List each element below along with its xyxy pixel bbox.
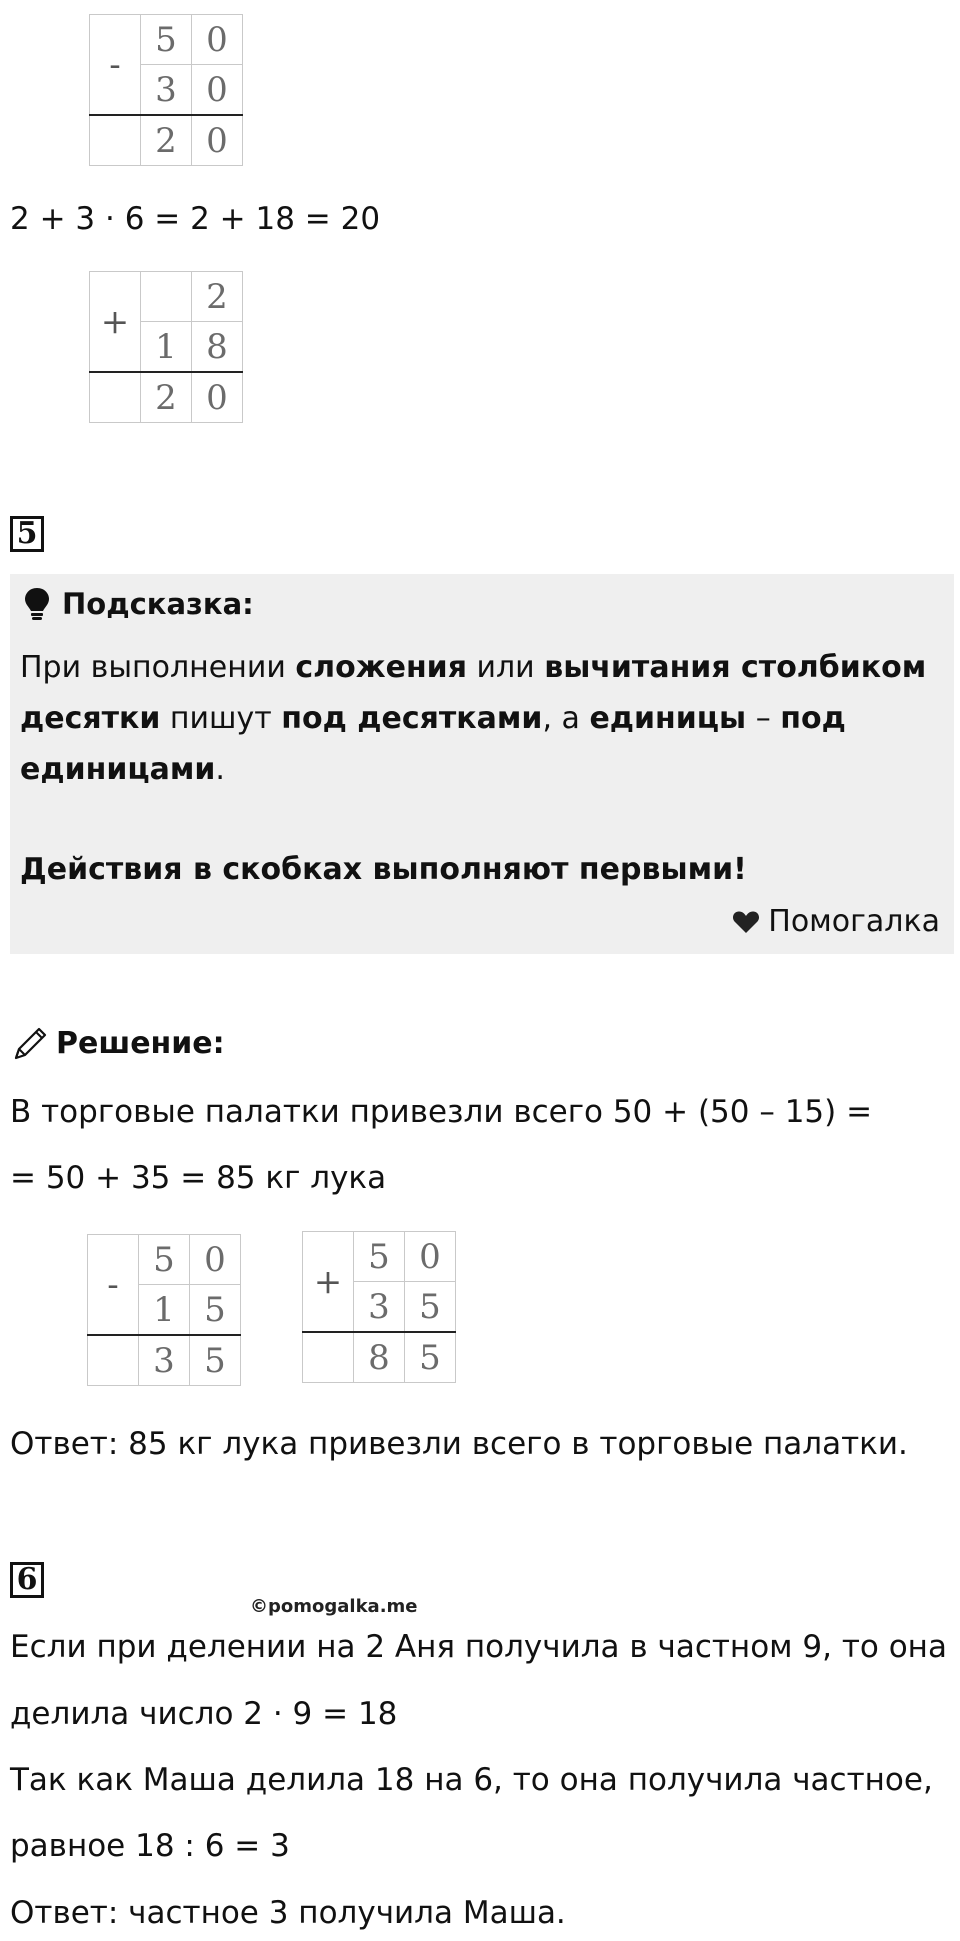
subtraction-grid-50-15 xyxy=(87,1234,241,1386)
digit: 5 xyxy=(405,1282,456,1333)
empty-cell xyxy=(90,372,141,423)
digit: 5 xyxy=(405,1332,456,1383)
digit: 5 xyxy=(190,1335,241,1386)
digit: 2 xyxy=(192,272,243,322)
digit: 5 xyxy=(141,15,192,65)
empty-cell xyxy=(90,115,141,166)
digit: 0 xyxy=(190,1235,241,1285)
digit: 1 xyxy=(141,322,192,373)
digit: 0 xyxy=(192,15,243,65)
digit: 5 xyxy=(139,1235,190,1285)
digit: 8 xyxy=(192,322,243,373)
digit: 3 xyxy=(141,65,192,116)
task6-line-3: Так как Маша делила 18 на 6, то она получила частное, xyxy=(10,1762,933,1798)
hint-title: Подсказка: xyxy=(24,584,254,624)
heart-icon xyxy=(732,910,760,934)
operator: + xyxy=(90,272,141,373)
digit: 2 xyxy=(141,115,192,166)
digit: 0 xyxy=(192,65,243,116)
solution-line-1: В торговые палатки привезли всего 50 + (50 – 15) = xyxy=(10,1094,873,1130)
operator: + xyxy=(303,1232,354,1333)
solution-title: Решение: xyxy=(10,1024,225,1064)
task-number-5: 5 xyxy=(10,516,44,552)
task-number-6: 6 xyxy=(10,1562,44,1598)
subtraction-grid-50-30 xyxy=(89,14,243,166)
digit: 1 xyxy=(139,1285,190,1336)
task6-line-1: Если при делении на 2 Аня получила в частном 9, то она xyxy=(10,1629,947,1665)
hint-box xyxy=(10,574,954,954)
brand-signature: Помогалка xyxy=(732,902,940,942)
digit: 8 xyxy=(354,1332,405,1383)
hint-rule: Действия в скобках выполняют первыми! xyxy=(20,852,747,887)
expression-line: 2 + 3 · 6 = 2 + 18 = 20 xyxy=(10,201,381,237)
digit: 3 xyxy=(354,1282,405,1333)
empty-cell xyxy=(88,1335,139,1386)
digit: 2 xyxy=(141,372,192,423)
solution-line-2: = 50 + 35 = 85 кг лука xyxy=(10,1160,387,1196)
watermark: ©pomogalka.me xyxy=(250,1596,418,1617)
addition-grid-50-35 xyxy=(302,1231,456,1383)
lightbulb-icon xyxy=(24,587,50,621)
operator: - xyxy=(88,1235,139,1336)
addition-grid-2-18 xyxy=(89,271,243,423)
digit: 5 xyxy=(190,1285,241,1336)
task6-line-2: делила число 2 · 9 = 18 xyxy=(10,1696,398,1732)
answer-task-6: Ответ: частное 3 получила Маша. xyxy=(10,1895,566,1931)
digit: 0 xyxy=(192,372,243,423)
hint-paragraph: При выполнении сложения или вычитания столбиком десятки пишут под десятками, а единицы – под единицами. xyxy=(20,650,927,787)
digit: 0 xyxy=(405,1232,456,1282)
digit: 0 xyxy=(192,115,243,166)
empty-cell xyxy=(303,1332,354,1383)
digit: 3 xyxy=(139,1335,190,1386)
operator: - xyxy=(90,15,141,116)
digit: 5 xyxy=(354,1232,405,1282)
task6-line-4: равное 18 : 6 = 3 xyxy=(10,1828,290,1864)
pencil-icon xyxy=(10,1024,50,1064)
digit xyxy=(141,272,192,322)
answer-task-5: Ответ: 85 кг лука привезли всего в торговые палатки. xyxy=(10,1426,908,1462)
